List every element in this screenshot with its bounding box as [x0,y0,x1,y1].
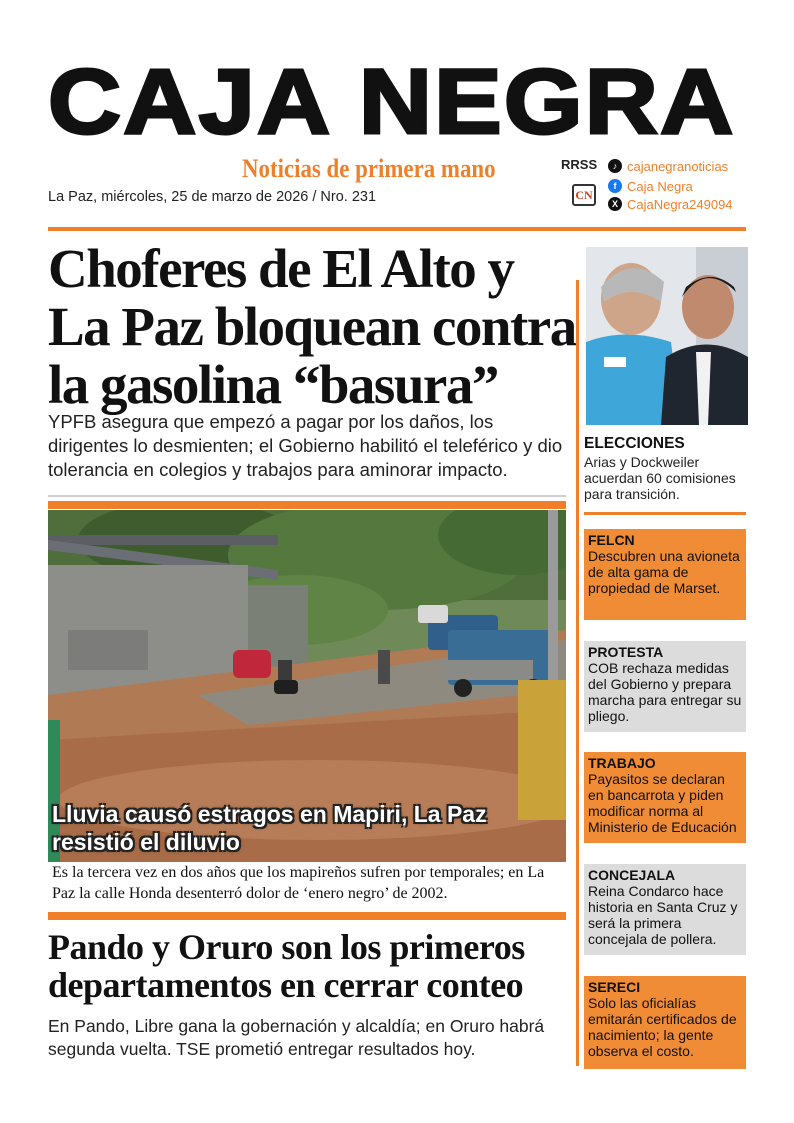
social-handle: Caja Negra [627,178,693,194]
dateline: La Paz, miércoles, 25 de marzo de 2026 / Nro. 231 [48,189,377,205]
tiktok-icon: ♪ [608,159,622,173]
box-text: Payasitos se declaran en bancarrota y piden modificar norma al Ministerio de Educación [588,771,737,835]
rrss-label: RRSS [561,157,598,172]
sidebar-divider [576,280,579,1066]
box-title: TRABAJO [588,755,656,771]
sidebar-top-title[interactable]: ELECCIONES [584,435,685,452]
photo-top-bar [48,501,566,509]
box-text: COB rechaza medidas del Gobierno y prepara marcha para entregar su pliego. [588,660,742,724]
sidebar-box-sereci[interactable] [584,976,746,1069]
divider [48,495,566,497]
masthead-tagline: Noticias de primera mano [242,154,496,183]
section-bar [48,912,566,920]
sidebar-box-trabajo[interactable] [584,752,746,843]
facebook-icon: f [608,179,622,193]
box-text: Solo las oficialías emitarán certificados de nacimiento; la gente observa el costo. [588,995,737,1059]
x-icon: X [608,197,622,211]
social-facebook[interactable] [608,177,693,195]
box-title: FELCN [588,532,635,548]
masthead-divider [48,227,746,231]
social-tiktok[interactable] [608,157,728,175]
sidebar-box-felcn[interactable] [584,529,746,620]
sidebar-box-concejala[interactable] [584,864,746,955]
second-deck: En Pando, Libre gana la gobernación y alcaldía; en Oruro habrá segunda vuelta. TSE prometió entregar resultados hoy. [48,1016,545,1059]
cn-logo: CN [572,184,596,206]
box-text: Descubren una avioneta de alta gama de propiedad de Marset. [588,548,740,596]
photo-subtitle: Es la tercera vez en dos años que los mapireños sufren por temporales; en La Paz la calle Honda desenterró dolor de ‘enero negro’ de 2002. [52,864,545,902]
photo-caption-title[interactable]: Lluvia causó estragos en Mapiri, La Paz resistió el diluvio [52,801,487,855]
social-handle: CajaNegra249094 [627,196,733,212]
box-title: PROTESTA [588,644,664,660]
sidebar-top-text: Arias y Dockweiler acuerdan 60 comisiones para transición. [584,454,736,502]
sidebar-photo[interactable] [586,247,748,425]
masthead-title: CAJA NEGRA [48,51,736,153]
second-headline[interactable]: Pando y Oruro son los primeros departamentos en cerrar conteo [48,927,525,1005]
box-title: SERECI [588,979,641,995]
box-title: CONCEJALA [588,867,676,883]
box-text: Reina Condarco hace historia en Santa Cruz y será la primera concejala de pollera. [588,883,738,947]
social-handle: cajanegranoticias [627,158,729,174]
main-headline[interactable]: Choferes de El Alto y La Paz bloquean contra la gasolina “basura” [48,238,576,415]
main-deck: YPFB asegura que empezó a pagar por los daños, los dirigentes lo desmienten; el Gobierno habilitó el teleférico y dio tolerancia en colegios y trabajos para aminorar impacto. [48,411,563,480]
sidebar-rule [584,512,746,515]
sidebar-box-protesta[interactable] [584,641,746,732]
social-x[interactable] [608,195,733,213]
